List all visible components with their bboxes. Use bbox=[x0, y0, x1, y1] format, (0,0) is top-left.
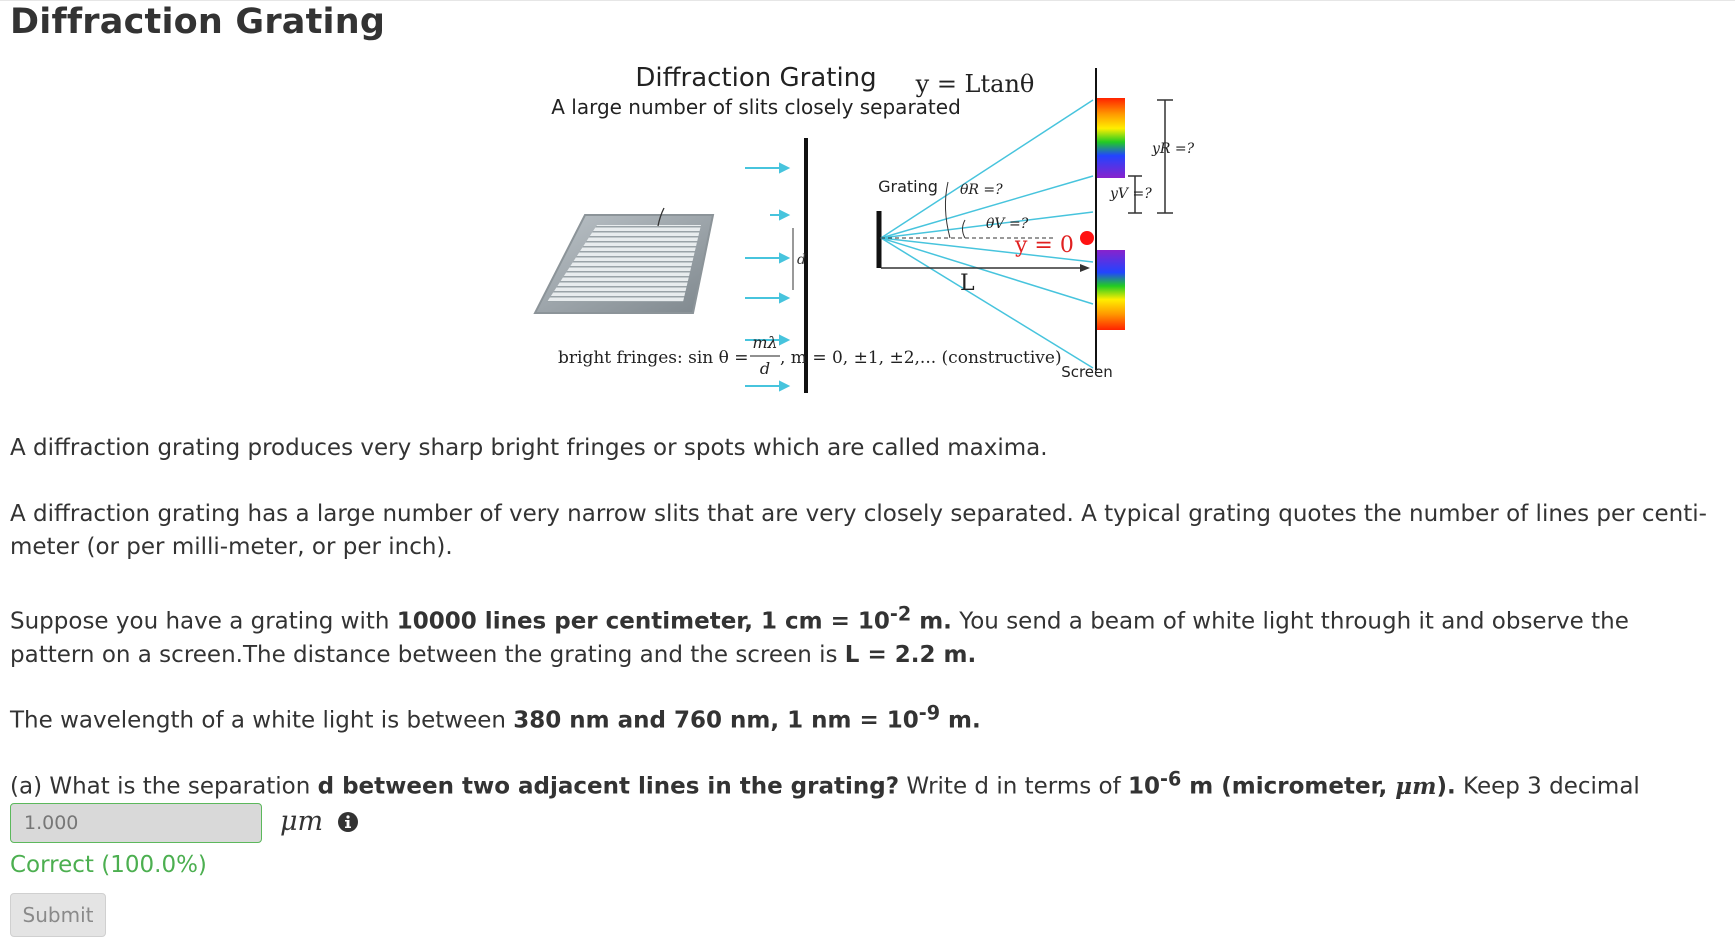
p3b-text: 10000 lines per centimeter, 1 cm = 10 bbox=[396, 608, 890, 635]
p5f-text: m (micrometer, bbox=[1181, 773, 1396, 800]
answer-unit: μm bbox=[280, 806, 324, 837]
yv-label: yV =? bbox=[1110, 186, 1152, 202]
figure-title: Diffraction Grating bbox=[635, 63, 877, 93]
p3c-sup: -2 bbox=[889, 602, 912, 625]
y0-label: y = 0 bbox=[1015, 233, 1074, 258]
formula-top: y = Ltanθ bbox=[915, 70, 1035, 98]
fringe-denominator: d bbox=[759, 359, 771, 378]
p4d-text: m. bbox=[940, 707, 981, 734]
p5e-sup: -6 bbox=[1160, 767, 1182, 790]
p5i-text: Keep 3 decimal bbox=[1463, 773, 1640, 800]
p5d-text: 10 bbox=[1128, 773, 1161, 800]
p5a-text: (a) What is the separation bbox=[10, 773, 318, 800]
top-border bbox=[0, 0, 1735, 1]
yr-label: yR =? bbox=[1152, 141, 1195, 157]
paragraph-wavelength bbox=[10, 696, 1710, 738]
diffraction-figure bbox=[540, 58, 1195, 432]
paragraph-setup bbox=[10, 597, 1710, 672]
central-max-dot bbox=[1080, 231, 1094, 245]
p5b-text: d between two adjacent lines in the grating? bbox=[317, 773, 900, 800]
paragraph-question bbox=[10, 762, 1710, 837]
fringe-numerator: mλ bbox=[752, 333, 778, 352]
theta-v-arc bbox=[963, 220, 966, 238]
p4a-text: The wavelength of a white light is between bbox=[10, 707, 514, 734]
correct-status: Correct (100.0%) bbox=[10, 852, 207, 878]
answer-input[interactable] bbox=[10, 803, 262, 843]
submit-button[interactable]: Submit bbox=[10, 893, 106, 937]
p2-text: A diffraction grating has a large number of very narrow slits that are very closely separated. A typical grating quotes the number of lines per centi-meter (or per milli-meter, or per inch). bbox=[10, 501, 1707, 560]
p3a-text: Suppose you have a grating with bbox=[10, 608, 397, 635]
spectrum-lower bbox=[1097, 250, 1125, 330]
paragraph-grating bbox=[10, 498, 1710, 564]
p3e-text: You send a beam of white light through it and observe the pattern on a screen.The distance between the grating and the screen is bbox=[10, 608, 1629, 668]
L-arrowhead bbox=[1080, 264, 1090, 272]
fringe-lhs: bright fringes: sin θ = bbox=[558, 348, 749, 368]
diagram-svg bbox=[540, 58, 1195, 428]
spectrum-upper bbox=[1097, 98, 1125, 178]
p4b-text: 380 nm and 760 nm, 1 nm = 10 bbox=[513, 707, 919, 734]
grating-plate-icon bbox=[535, 208, 713, 313]
screen-label: Screen bbox=[1061, 363, 1113, 381]
p3f-text: L = 2.2 m. bbox=[844, 641, 977, 668]
page-title: Diffraction Grating bbox=[10, 2, 386, 42]
L-label: L bbox=[960, 271, 975, 296]
grating-label: Grating bbox=[878, 177, 938, 196]
p3d-text: m. bbox=[911, 608, 952, 635]
p4c-sup: -9 bbox=[918, 701, 941, 724]
fringe-rhs: , m = 0, ±1, ±2,... (constructive) bbox=[780, 348, 1062, 368]
theta-v-label: θV =? bbox=[986, 216, 1029, 232]
p1-text: A diffraction grating produces very sharp bright fringes or spots which are called maxima. bbox=[10, 435, 1048, 461]
p5c-text: Write d in terms of bbox=[899, 773, 1128, 800]
info-circle-icon[interactable] bbox=[337, 811, 359, 833]
d-label: d bbox=[797, 252, 806, 268]
theta-r-label: θR =? bbox=[960, 182, 1003, 198]
paragraph-maxima bbox=[10, 432, 1710, 465]
p5g-unit: μm bbox=[1395, 772, 1437, 800]
p5h-text: ). bbox=[1436, 773, 1456, 800]
figure-subtitle: A large number of slits closely separated bbox=[551, 95, 961, 119]
